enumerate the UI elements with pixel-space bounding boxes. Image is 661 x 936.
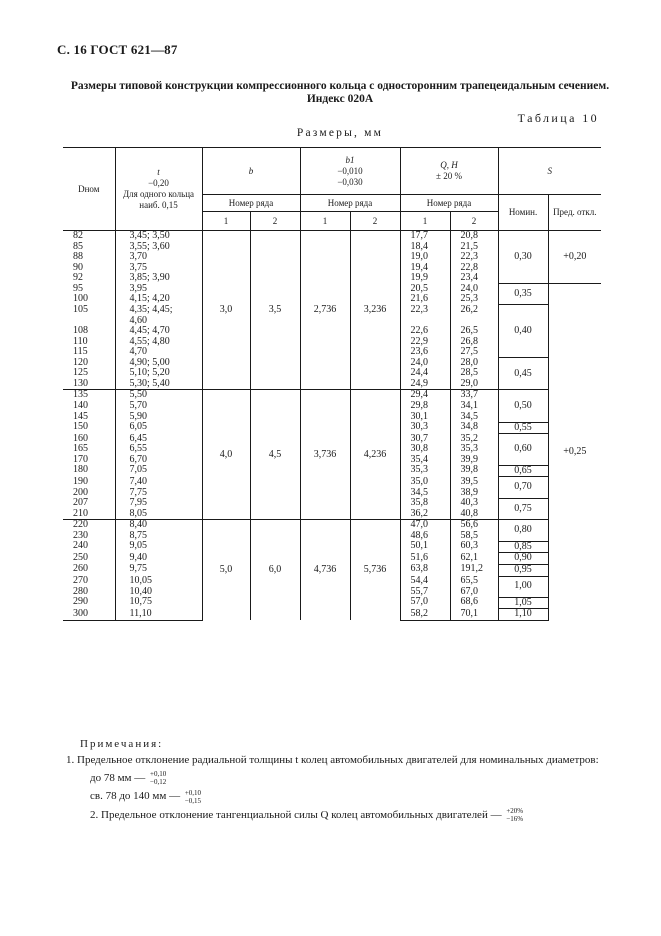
q1-cell: 30,3 xyxy=(400,422,450,434)
q2-cell: 26,8 xyxy=(450,337,498,348)
q2-cell: 21,5 xyxy=(450,242,498,253)
d-nom-cell: 100 xyxy=(63,294,115,305)
q2-cell: 34,1 xyxy=(450,401,498,412)
q1-cell: 22,9 xyxy=(400,337,450,348)
table-title: Размеры типовой конструкции компрессионного кольца с односторонним трапецеидальным сечением. xyxy=(70,80,610,92)
d-nom-cell: 300 xyxy=(63,609,115,621)
q2-cell: 62,1 xyxy=(450,553,498,565)
b-value-cell: 3,5 xyxy=(250,231,300,390)
t-cell: 3,95 xyxy=(115,284,202,295)
s-nom-cell: 0,55 xyxy=(498,422,548,434)
d-nom-cell: 135 xyxy=(63,390,115,401)
t-cell: 7,05 xyxy=(115,465,202,477)
q1-cell: 24,4 xyxy=(400,368,450,379)
d-nom-cell: 140 xyxy=(63,401,115,412)
t-cell: 3,85; 3,90 xyxy=(115,273,202,284)
s-nom-cell: 0,70 xyxy=(498,477,548,498)
d-nom-cell: 92 xyxy=(63,273,115,284)
d-nom-cell: 110 xyxy=(63,337,115,348)
q1-cell: 34,5 xyxy=(400,488,450,499)
d-nom-cell: 290 xyxy=(63,597,115,609)
q1-cell: 30,7 xyxy=(400,434,450,445)
t-cell: 6,05 xyxy=(115,422,202,434)
note-1: 1. Предельное отклонение радиальной толщины t колец автомобильных двигателей для номинальных диаметров: xyxy=(66,754,599,766)
t-cell: 4,35; 4,45; xyxy=(115,305,202,316)
b-value-cell: 3,0 xyxy=(202,231,250,390)
col-s: S xyxy=(498,148,601,195)
b-value-cell: 5,0 xyxy=(202,520,250,621)
q-row-number: Номер ряда xyxy=(400,195,498,212)
t-cell: 8,40 xyxy=(115,520,202,531)
d-nom-cell: 270 xyxy=(63,576,115,587)
table-body xyxy=(63,231,601,621)
d-nom-cell: 240 xyxy=(63,541,115,553)
note-1a: до 78 мм — +0,10 −0,12 xyxy=(90,770,167,787)
q1-cell: 29,4 xyxy=(400,390,450,401)
b1-value-cell: 5,736 xyxy=(350,520,400,621)
s-nom-cell: 1,00 xyxy=(498,576,548,597)
s-pred-cell: +0,20 xyxy=(548,231,601,284)
q1-cell: 58,2 xyxy=(400,609,450,621)
s-nom-cell: 0,80 xyxy=(498,520,548,542)
q1-cell: 35,4 xyxy=(400,455,450,466)
q2-cell: 60,3 xyxy=(450,541,498,553)
d-nom-cell: 115 xyxy=(63,347,115,358)
s-nom-cell: 0,35 xyxy=(498,284,548,305)
b1-row-1: 1 xyxy=(300,212,350,231)
q2-cell: 28,5 xyxy=(450,368,498,379)
t-cell: 4,60 xyxy=(115,316,202,327)
q2-cell: 22,3 xyxy=(450,252,498,263)
q1-cell: 30,8 xyxy=(400,444,450,455)
b1-row-2: 2 xyxy=(350,212,400,231)
q2-cell: 28,0 xyxy=(450,358,498,369)
q2-cell: 22,8 xyxy=(450,263,498,274)
q2-cell: 26,2 xyxy=(450,305,498,316)
q2-cell: 65,5 xyxy=(450,576,498,587)
q1-cell: 22,3 xyxy=(400,305,450,316)
d-nom-cell: 180 xyxy=(63,465,115,477)
q2-cell: 58,5 xyxy=(450,531,498,542)
d-nom-cell: 120 xyxy=(63,358,115,369)
q1-cell: 47,0 xyxy=(400,520,450,531)
q2-cell: 191,2 xyxy=(450,564,498,576)
t-cell: 3,55; 3,60 xyxy=(115,242,202,253)
units-caption: Размеры, мм xyxy=(296,127,384,139)
q1-cell: 20,5 xyxy=(400,284,450,295)
q2-cell: 33,7 xyxy=(450,390,498,401)
b1-value-cell: 4,736 xyxy=(300,520,350,621)
d-nom-cell: 108 xyxy=(63,326,115,337)
d-nom-cell: 88 xyxy=(63,252,115,263)
t-cell: 3,45; 3,50 xyxy=(115,231,202,242)
t-cell: 5,50 xyxy=(115,390,202,401)
q1-cell: 19,0 xyxy=(400,252,450,263)
q1-cell: 21,6 xyxy=(400,294,450,305)
q1-cell: 19,4 xyxy=(400,263,450,274)
q1-cell: 17,7 xyxy=(400,231,450,242)
t-cell: 5,70 xyxy=(115,401,202,412)
q-row-1: 1 xyxy=(400,212,450,231)
q1-cell: 48,6 xyxy=(400,531,450,542)
q1-cell: 18,4 xyxy=(400,242,450,253)
d-nom-cell: 125 xyxy=(63,368,115,379)
t-cell: 7,95 xyxy=(115,498,202,509)
b-row-2: 2 xyxy=(250,212,300,231)
d-nom-cell: 105 xyxy=(63,305,115,316)
q-row-2: 2 xyxy=(450,212,498,231)
b1-value-cell: 4,236 xyxy=(350,390,400,520)
t-cell: 5,30; 5,40 xyxy=(115,379,202,390)
q2-cell: 29,0 xyxy=(450,379,498,390)
note-2: 2. Предельное отклонение тангенциальной силы Q колец автомобильных двигателей — +20% −16% xyxy=(90,807,524,824)
q1-cell: 54,4 xyxy=(400,576,450,587)
table-row xyxy=(63,231,601,242)
q1-cell: 23,6 xyxy=(400,347,450,358)
col-q: Q, Н ± 20 % xyxy=(400,148,498,195)
s-nom-cell: 0,30 xyxy=(498,231,548,284)
q1-cell: 57,0 xyxy=(400,597,450,609)
s-nom-cell: 0,90 xyxy=(498,553,548,565)
d-nom-cell: 90 xyxy=(63,263,115,274)
d-nom-cell: 207 xyxy=(63,498,115,509)
t-cell: 8,75 xyxy=(115,531,202,542)
dimensions-table xyxy=(63,147,601,621)
q2-cell: 27,5 xyxy=(450,347,498,358)
d-nom-cell: 230 xyxy=(63,531,115,542)
b1-value-cell: 2,736 xyxy=(300,231,350,390)
t-cell: 6,45 xyxy=(115,434,202,445)
t-cell: 8,05 xyxy=(115,509,202,520)
notes-title: Примечания: xyxy=(80,738,164,750)
t-cell: 10,05 xyxy=(115,576,202,587)
d-nom-cell: 200 xyxy=(63,488,115,499)
q2-cell: 26,5 xyxy=(450,326,498,337)
d-nom-cell: 165 xyxy=(63,444,115,455)
d-nom-cell: 210 xyxy=(63,509,115,520)
t-cell: 9,05 xyxy=(115,541,202,553)
q1-cell: 19,9 xyxy=(400,273,450,284)
d-nom-cell: 130 xyxy=(63,379,115,390)
d-nom-cell xyxy=(63,316,115,327)
table-number: Таблица 10 xyxy=(517,111,599,125)
q1-cell: 63,8 xyxy=(400,564,450,576)
col-s-pred: Пред. откл. xyxy=(548,195,601,231)
q1-cell: 50,1 xyxy=(400,541,450,553)
q2-cell: 39,8 xyxy=(450,465,498,477)
col-d-nom: Dном xyxy=(63,148,115,231)
q1-cell: 22,6 xyxy=(400,326,450,337)
q2-cell: 20,8 xyxy=(450,231,498,242)
q1-cell: 35,0 xyxy=(400,477,450,488)
q2-cell: 34,5 xyxy=(450,412,498,423)
t-cell: 11,10 xyxy=(115,609,202,621)
q2-cell: 67,0 xyxy=(450,587,498,598)
q2-cell: 25,3 xyxy=(450,294,498,305)
t-cell: 6,55 xyxy=(115,444,202,455)
q1-cell: 29,8 xyxy=(400,401,450,412)
s-nom-cell: 0,50 xyxy=(498,390,548,422)
q1-cell: 30,1 xyxy=(400,412,450,423)
t-cell: 4,15; 4,20 xyxy=(115,294,202,305)
b-value-cell: 6,0 xyxy=(250,520,300,621)
t-cell: 5,90 xyxy=(115,412,202,423)
b1-row-number: Номер ряда xyxy=(300,195,400,212)
d-nom-cell: 150 xyxy=(63,422,115,434)
q1-cell: 24,0 xyxy=(400,358,450,369)
s-nom-cell: 1,10 xyxy=(498,609,548,621)
t-cell: 6,70 xyxy=(115,455,202,466)
t-cell: 9,75 xyxy=(115,564,202,576)
notes xyxy=(66,736,620,824)
q2-cell: 40,3 xyxy=(450,498,498,509)
col-t: t −0,20 Для одного кольца наиб. 0,15 xyxy=(115,148,202,231)
d-nom-cell: 280 xyxy=(63,587,115,598)
t-cell: 3,75 xyxy=(115,263,202,274)
s-nom-cell: 0,45 xyxy=(498,358,548,390)
col-b1: b1 −0,010 −0,030 xyxy=(300,148,400,195)
s-nom-cell: 0,60 xyxy=(498,434,548,466)
q2-cell: 34,8 xyxy=(450,422,498,434)
q2-cell: 38,9 xyxy=(450,488,498,499)
d-nom-cell: 160 xyxy=(63,434,115,445)
q2-cell: 40,8 xyxy=(450,509,498,520)
d-nom-cell: 250 xyxy=(63,553,115,565)
b-row-number: Номер ряда xyxy=(202,195,300,212)
t-cell: 10,40 xyxy=(115,587,202,598)
q1-cell: 36,2 xyxy=(400,509,450,520)
page-header: С. 16 ГОСТ 621—87 xyxy=(57,42,178,57)
q1-cell: 55,7 xyxy=(400,587,450,598)
d-nom-cell: 170 xyxy=(63,455,115,466)
t-cell: 7,40 xyxy=(115,477,202,488)
d-nom-cell: 145 xyxy=(63,412,115,423)
q2-cell: 35,2 xyxy=(450,434,498,445)
table-index: Индекс 020А xyxy=(306,93,374,105)
note-1b: св. 78 до 140 мм — +0,10 −0,15 xyxy=(90,788,202,805)
d-nom-cell: 85 xyxy=(63,242,115,253)
t-cell: 10,75 xyxy=(115,597,202,609)
d-nom-cell: 95 xyxy=(63,284,115,295)
s-nom-cell: 0,65 xyxy=(498,465,548,477)
q2-cell: 56,6 xyxy=(450,520,498,531)
col-s-nom: Номин. xyxy=(498,195,548,231)
d-nom-cell: 190 xyxy=(63,477,115,488)
s-nom-cell: 0,85 xyxy=(498,541,548,553)
t-cell: 9,40 xyxy=(115,553,202,565)
t-cell: 4,45; 4,70 xyxy=(115,326,202,337)
s-pred-cell: +0,25 xyxy=(548,284,601,620)
b1-value-cell: 3,236 xyxy=(350,231,400,390)
col-b: b xyxy=(202,148,300,195)
d-nom-cell: 220 xyxy=(63,520,115,531)
b-value-cell: 4,5 xyxy=(250,390,300,520)
t-cell: 4,90; 5,00 xyxy=(115,358,202,369)
b-row-1: 1 xyxy=(202,212,250,231)
d-nom-cell: 260 xyxy=(63,564,115,576)
q1-cell: 35,3 xyxy=(400,465,450,477)
s-nom-cell: 1,05 xyxy=(498,597,548,609)
b1-value-cell: 3,736 xyxy=(300,390,350,520)
t-cell: 7,75 xyxy=(115,488,202,499)
q2-cell: 23,4 xyxy=(450,273,498,284)
t-cell: 3,70 xyxy=(115,252,202,263)
t-cell: 4,55; 4,80 xyxy=(115,337,202,348)
b-value-cell: 4,0 xyxy=(202,390,250,520)
s-nom-cell: 0,40 xyxy=(498,305,548,358)
s-nom-cell: 0,95 xyxy=(498,564,548,576)
s-nom-cell: 0,75 xyxy=(498,498,548,520)
q2-cell: 39,5 xyxy=(450,477,498,488)
t-cell: 4,70 xyxy=(115,347,202,358)
q2-cell: 35,3 xyxy=(450,444,498,455)
q2-cell: 39,9 xyxy=(450,455,498,466)
q2-cell: 68,6 xyxy=(450,597,498,609)
q1-cell: 51,6 xyxy=(400,553,450,565)
d-nom-cell: 82 xyxy=(63,231,115,242)
q1-cell: 35,8 xyxy=(400,498,450,509)
t-cell: 5,10; 5,20 xyxy=(115,368,202,379)
q1-cell: 24,9 xyxy=(400,379,450,390)
q2-cell: 24,0 xyxy=(450,284,498,295)
q2-cell: 70,1 xyxy=(450,609,498,621)
